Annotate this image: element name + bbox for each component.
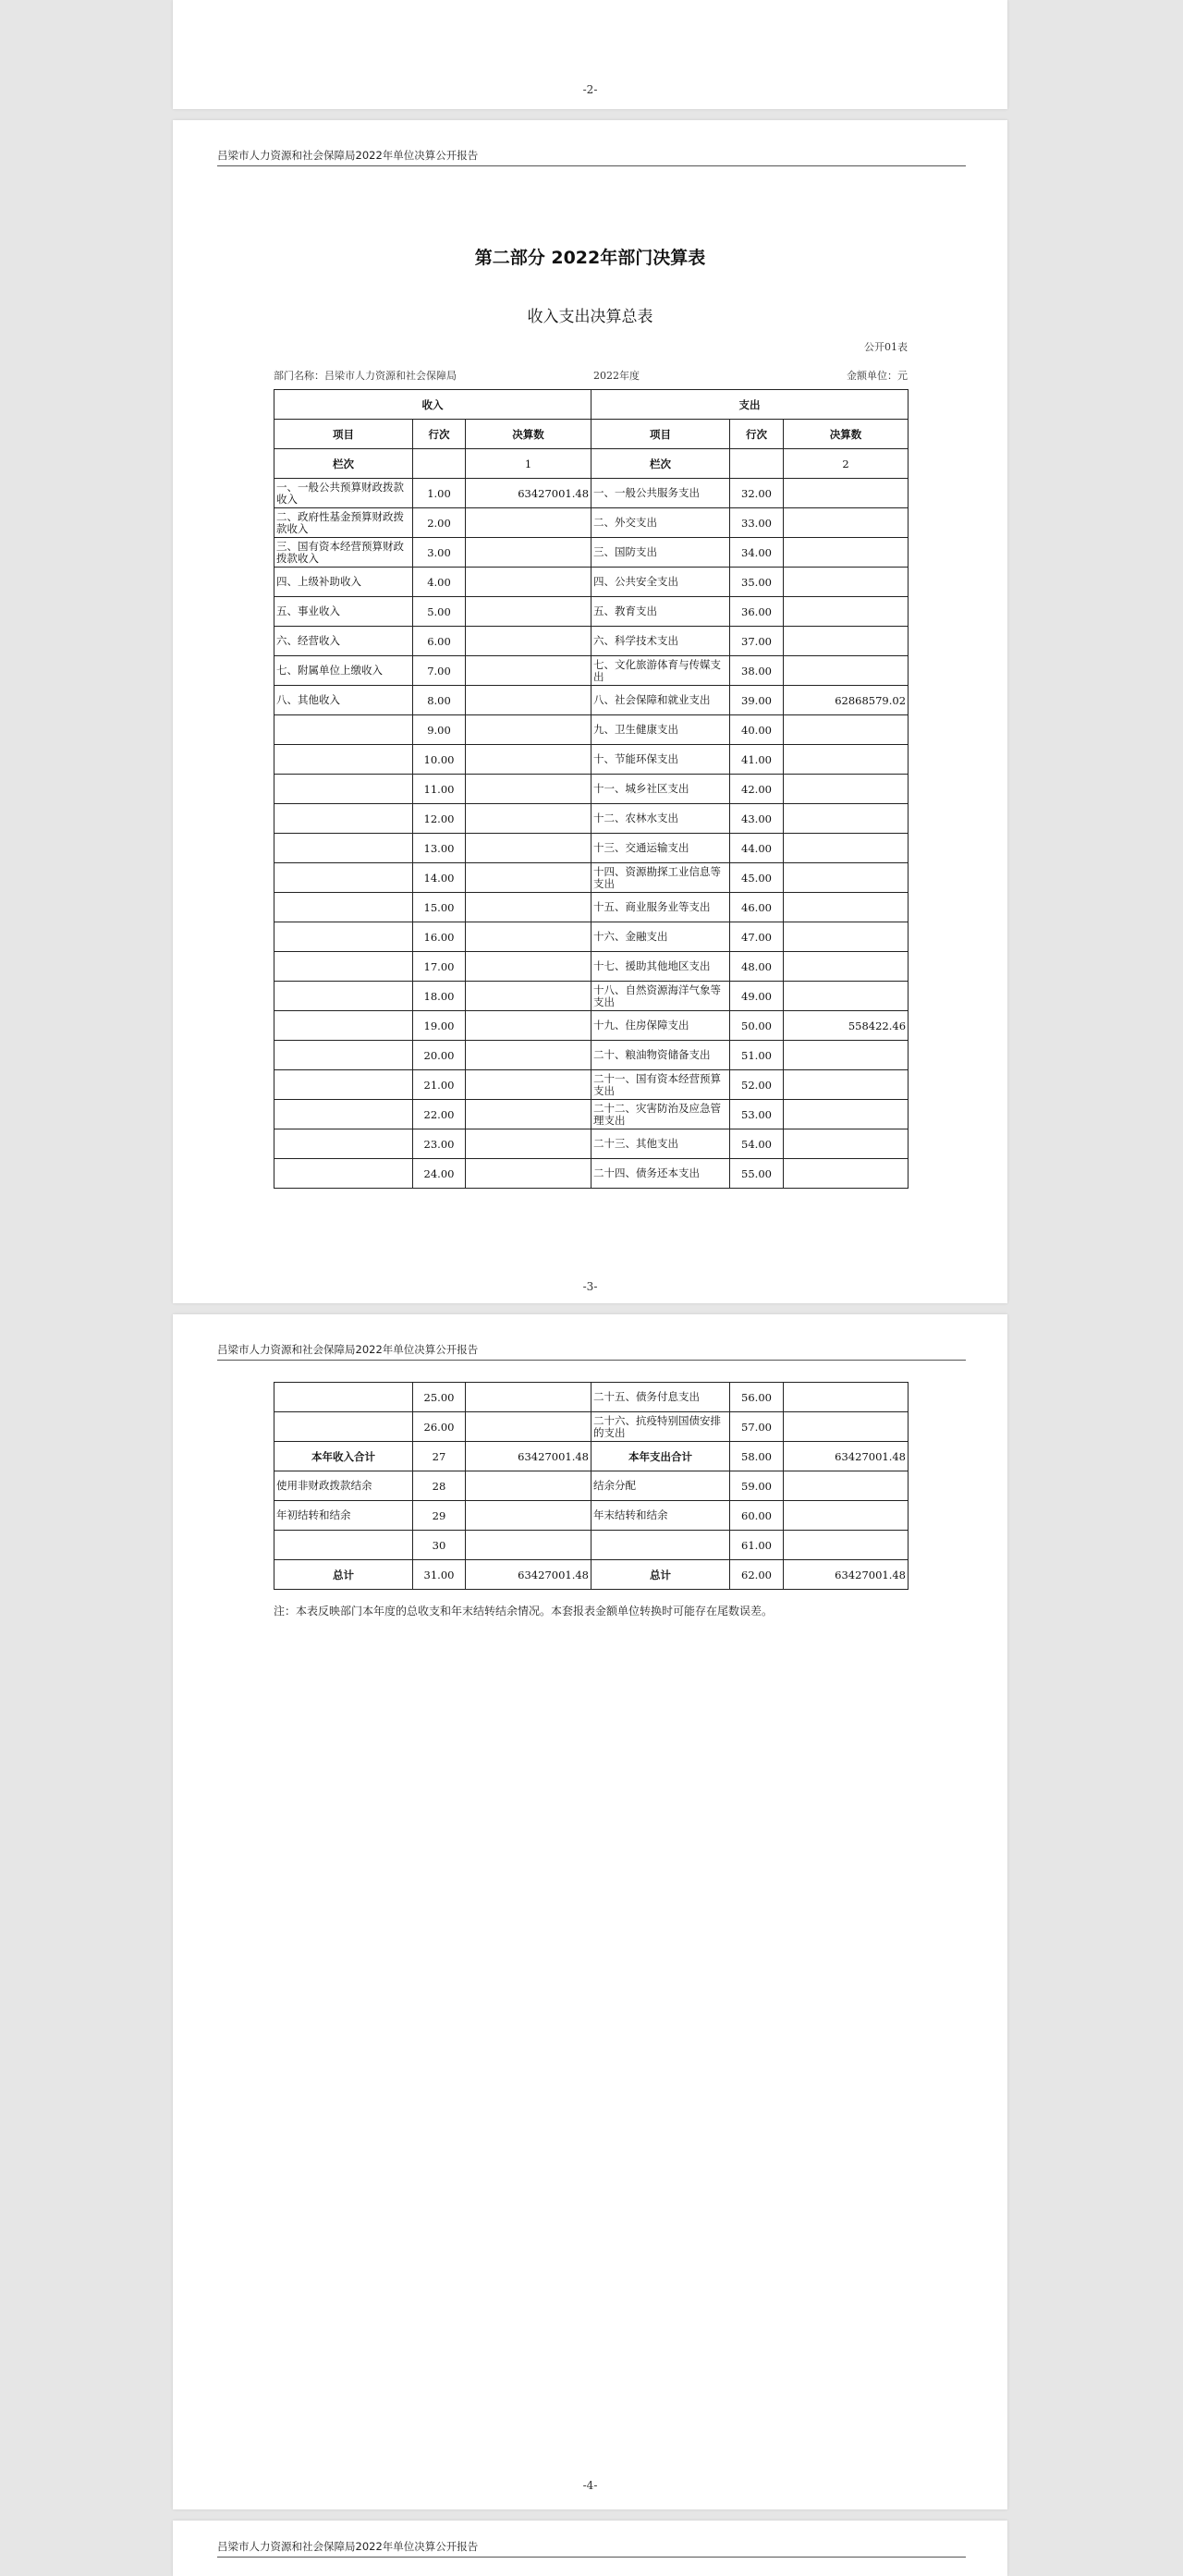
expense-item: 十九、住房保障支出 xyxy=(592,1011,730,1041)
expense-item: 结余分配 xyxy=(592,1471,730,1501)
income-line: 24.00 xyxy=(413,1159,466,1189)
table-row xyxy=(274,686,909,715)
expense-amount xyxy=(784,893,909,922)
table-row xyxy=(274,1501,909,1531)
income-line: 18.00 xyxy=(413,982,466,1011)
expense-item: 年末结转和结余 xyxy=(592,1501,730,1531)
expense-line: 55.00 xyxy=(730,1159,784,1189)
income-amount xyxy=(466,1070,592,1100)
table-row xyxy=(274,508,909,538)
col-number: 1 xyxy=(466,449,592,479)
expense-item: 十六、金融支出 xyxy=(592,922,730,952)
income-amount: 63427001.48 xyxy=(466,1442,592,1471)
running-header: 吕梁市人力资源和社会保障局2022年单位决算公开报告 xyxy=(217,148,966,166)
income-line: 4.00 xyxy=(413,568,466,597)
running-header: 吕梁市人力资源和社会保障局2022年单位决算公开报告 xyxy=(217,1342,966,1361)
expense-item: 二、外交支出 xyxy=(592,508,730,538)
expense-line: 48.00 xyxy=(730,952,784,982)
income-item xyxy=(274,745,413,775)
income-item xyxy=(274,1100,413,1129)
expense-item: 本年支出合计 xyxy=(592,1442,730,1471)
income-amount xyxy=(466,686,592,715)
income-line: 3.00 xyxy=(413,538,466,568)
income-amount xyxy=(466,952,592,982)
income-amount: 63427001.48 xyxy=(466,1560,592,1590)
income-amount xyxy=(466,1501,592,1531)
expense-amount xyxy=(784,775,909,804)
table-row xyxy=(274,1129,909,1159)
income-amount xyxy=(466,538,592,568)
expense-amount xyxy=(784,1501,909,1531)
expense-item: 三、国防支出 xyxy=(592,538,730,568)
income-item xyxy=(274,804,413,834)
table-note: 注：本表反映部门本年度的总收支和年末结转结余情况。本套报表金额单位转换时可能存在尾数误差。 xyxy=(274,1605,774,1618)
expense-line: 38.00 xyxy=(730,656,784,686)
expense-line: 60.00 xyxy=(730,1501,784,1531)
table-code: 公开01表 xyxy=(864,341,908,353)
income-item: 一、一般公共预算财政拨款收入 xyxy=(274,479,413,508)
expense-item: 五、教育支出 xyxy=(592,597,730,627)
section-title: 第二部分 2022年部门决算表 xyxy=(474,248,706,268)
expense-amount xyxy=(784,745,909,775)
col-line: 行次 xyxy=(730,420,784,449)
expense-amount xyxy=(784,834,909,863)
income-amount xyxy=(466,745,592,775)
income-amount: 63427001.48 xyxy=(466,479,592,508)
empty-cell xyxy=(730,449,784,479)
table-row xyxy=(274,804,909,834)
income-item xyxy=(274,893,413,922)
expense-item: 十二、农林水支出 xyxy=(592,804,730,834)
expense-item: 二十三、其他支出 xyxy=(592,1129,730,1159)
expense-item xyxy=(592,1531,730,1560)
income-item xyxy=(274,863,413,893)
dept-label: 部门名称：吕梁市人力资源和社会保障局 xyxy=(274,370,457,382)
income-item: 七、附属单位上缴收入 xyxy=(274,656,413,686)
expense-line: 58.00 xyxy=(730,1442,784,1471)
expense-item: 二十五、债务付息支出 xyxy=(592,1383,730,1412)
income-amount xyxy=(466,982,592,1011)
income-item xyxy=(274,1412,413,1442)
expense-amount: 63427001.48 xyxy=(784,1442,909,1471)
expense-line: 49.00 xyxy=(730,982,784,1011)
income-line: 22.00 xyxy=(413,1100,466,1129)
expense-amount xyxy=(784,1471,909,1501)
expense-amount: 63427001.48 xyxy=(784,1560,909,1590)
table-row xyxy=(274,893,909,922)
expense-header: 支出 xyxy=(592,390,909,420)
expense-line: 42.00 xyxy=(730,775,784,804)
income-amount xyxy=(466,1129,592,1159)
page-3 xyxy=(173,120,1007,1303)
income-item xyxy=(274,1531,413,1560)
income-item xyxy=(274,1011,413,1041)
expense-amount: 62868579.02 xyxy=(784,686,909,715)
col-amount: 决算数 xyxy=(466,420,592,449)
income-line: 16.00 xyxy=(413,922,466,952)
income-amount xyxy=(466,597,592,627)
empty-cell xyxy=(413,449,466,479)
income-amount xyxy=(466,804,592,834)
income-amount xyxy=(466,1531,592,1560)
expense-item: 六、科学技术支出 xyxy=(592,627,730,656)
expense-amount xyxy=(784,656,909,686)
table-row xyxy=(274,982,909,1011)
expense-amount xyxy=(784,863,909,893)
lanci-label: 栏次 xyxy=(274,449,413,479)
lanci-label: 栏次 xyxy=(592,449,730,479)
income-item: 总计 xyxy=(274,1560,413,1590)
expense-line: 62.00 xyxy=(730,1560,784,1590)
income-amount xyxy=(466,715,592,745)
expense-line: 44.00 xyxy=(730,834,784,863)
income-line: 26.00 xyxy=(413,1412,466,1442)
expense-line: 53.00 xyxy=(730,1100,784,1129)
income-line: 7.00 xyxy=(413,656,466,686)
income-line: 20.00 xyxy=(413,1041,466,1070)
expense-line: 40.00 xyxy=(730,715,784,745)
table-row xyxy=(274,1471,909,1501)
expense-line: 32.00 xyxy=(730,479,784,508)
expense-amount xyxy=(784,982,909,1011)
income-item: 四、上级补助收入 xyxy=(274,568,413,597)
expense-line: 51.00 xyxy=(730,1041,784,1070)
expense-item: 十三、交通运输支出 xyxy=(592,834,730,863)
expense-line: 56.00 xyxy=(730,1383,784,1412)
expense-amount xyxy=(784,1412,909,1442)
table-row xyxy=(274,863,909,893)
year-label: 2022年度 xyxy=(593,370,640,382)
income-item xyxy=(274,1129,413,1159)
income-line: 31.00 xyxy=(413,1560,466,1590)
income-item: 五、事业收入 xyxy=(274,597,413,627)
income-amount xyxy=(466,568,592,597)
table-title: 收入支出决算总表 xyxy=(527,308,653,326)
income-line: 9.00 xyxy=(413,715,466,745)
page-5 xyxy=(173,2521,1007,2576)
income-item xyxy=(274,715,413,745)
income-line: 28 xyxy=(413,1471,466,1501)
expense-amount xyxy=(784,568,909,597)
expense-amount xyxy=(784,1041,909,1070)
expense-amount xyxy=(784,508,909,538)
expense-item: 二十四、债务还本支出 xyxy=(592,1159,730,1189)
income-amount xyxy=(466,656,592,686)
table-body xyxy=(274,479,909,1189)
col-item: 项目 xyxy=(592,420,730,449)
expense-line: 50.00 xyxy=(730,1011,784,1041)
expense-item: 二十二、灾害防治及应急管理支出 xyxy=(592,1100,730,1129)
table-row xyxy=(274,715,909,745)
income-item xyxy=(274,922,413,952)
expense-item: 十五、商业服务业等支出 xyxy=(592,893,730,922)
expense-line: 59.00 xyxy=(730,1471,784,1501)
income-line: 25.00 xyxy=(413,1383,466,1412)
expense-amount xyxy=(784,922,909,952)
table-row xyxy=(274,922,909,952)
expense-amount xyxy=(784,1070,909,1100)
income-amount xyxy=(466,1011,592,1041)
income-amount xyxy=(466,508,592,538)
table-row xyxy=(274,538,909,568)
expense-amount xyxy=(784,715,909,745)
income-amount xyxy=(466,1100,592,1129)
expense-line: 61.00 xyxy=(730,1531,784,1560)
expense-amount xyxy=(784,804,909,834)
income-item xyxy=(274,1041,413,1070)
expense-item: 八、社会保障和就业支出 xyxy=(592,686,730,715)
expense-line: 34.00 xyxy=(730,538,784,568)
expense-item: 十一、城乡社区支出 xyxy=(592,775,730,804)
page-number: -2- xyxy=(582,83,598,96)
expense-amount xyxy=(784,538,909,568)
expense-item: 十四、资源勘探工业信息等支出 xyxy=(592,863,730,893)
table-row xyxy=(274,1100,909,1129)
expense-item: 二十一、国有资本经营预算支出 xyxy=(592,1070,730,1100)
expense-item: 九、卫生健康支出 xyxy=(592,715,730,745)
table-row xyxy=(274,1531,909,1560)
income-line: 2.00 xyxy=(413,508,466,538)
income-item: 六、经营收入 xyxy=(274,627,413,656)
income-header: 收入 xyxy=(274,390,592,420)
income-line: 27 xyxy=(413,1442,466,1471)
income-item xyxy=(274,775,413,804)
income-item xyxy=(274,1159,413,1189)
table-row xyxy=(274,568,909,597)
expense-amount xyxy=(784,597,909,627)
income-amount xyxy=(466,922,592,952)
page-2 xyxy=(173,0,1007,109)
table-row xyxy=(274,1011,909,1041)
income-item: 二、政府性基金预算财政拨款收入 xyxy=(274,508,413,538)
expense-line: 43.00 xyxy=(730,804,784,834)
col-item: 项目 xyxy=(274,420,413,449)
expense-line: 54.00 xyxy=(730,1129,784,1159)
table-row xyxy=(274,1412,909,1442)
table-row xyxy=(274,775,909,804)
income-item xyxy=(274,1383,413,1412)
expense-item: 总计 xyxy=(592,1560,730,1590)
income-line: 15.00 xyxy=(413,893,466,922)
table-row xyxy=(274,1442,909,1471)
income-line: 17.00 xyxy=(413,952,466,982)
table-row xyxy=(274,1070,909,1100)
income-amount xyxy=(466,1041,592,1070)
income-line: 11.00 xyxy=(413,775,466,804)
table-row xyxy=(274,745,909,775)
table-row xyxy=(274,1041,909,1070)
income-line: 5.00 xyxy=(413,597,466,627)
income-item: 本年收入合计 xyxy=(274,1442,413,1471)
expense-line: 45.00 xyxy=(730,863,784,893)
expense-line: 37.00 xyxy=(730,627,784,656)
income-amount xyxy=(466,1471,592,1501)
income-amount xyxy=(466,863,592,893)
income-item xyxy=(274,982,413,1011)
expense-item: 十七、援助其他地区支出 xyxy=(592,952,730,982)
expense-line: 57.00 xyxy=(730,1412,784,1442)
expense-item: 二十、粮油物资储备支出 xyxy=(592,1041,730,1070)
income-line: 30 xyxy=(413,1531,466,1560)
running-header: 吕梁市人力资源和社会保障局2022年单位决算公开报告 xyxy=(217,2539,966,2558)
expense-amount xyxy=(784,952,909,982)
table-row xyxy=(274,1560,909,1590)
expense-line: 41.00 xyxy=(730,745,784,775)
expense-line: 46.00 xyxy=(730,893,784,922)
expense-amount xyxy=(784,479,909,508)
income-amount xyxy=(466,1159,592,1189)
table-row xyxy=(274,597,909,627)
income-item: 年初结转和结余 xyxy=(274,1501,413,1531)
col-line: 行次 xyxy=(413,420,466,449)
table-row xyxy=(274,479,909,508)
income-line: 29 xyxy=(413,1501,466,1531)
expense-item: 十八、自然资源海洋气象等支出 xyxy=(592,982,730,1011)
income-line: 19.00 xyxy=(413,1011,466,1041)
income-line: 13.00 xyxy=(413,834,466,863)
table-row xyxy=(274,656,909,686)
expense-line: 47.00 xyxy=(730,922,784,952)
income-amount xyxy=(466,775,592,804)
income-item xyxy=(274,1070,413,1100)
income-line: 10.00 xyxy=(413,745,466,775)
col-amount: 决算数 xyxy=(784,420,909,449)
income-item: 八、其他收入 xyxy=(274,686,413,715)
unit-label: 金额单位：元 xyxy=(847,370,908,382)
table-row xyxy=(274,952,909,982)
income-line: 8.00 xyxy=(413,686,466,715)
expense-item: 一、一般公共服务支出 xyxy=(592,479,730,508)
expense-item: 四、公共安全支出 xyxy=(592,568,730,597)
expense-amount xyxy=(784,1159,909,1189)
expense-amount xyxy=(784,1531,909,1560)
income-line: 21.00 xyxy=(413,1070,466,1100)
income-amount xyxy=(466,1383,592,1412)
page-number: -3- xyxy=(582,1280,598,1293)
expense-amount xyxy=(784,627,909,656)
page-4 xyxy=(173,1314,1007,2509)
income-line: 23.00 xyxy=(413,1129,466,1159)
income-line: 1.00 xyxy=(413,479,466,508)
table-row xyxy=(274,834,909,863)
col-number: 2 xyxy=(784,449,909,479)
expense-line: 39.00 xyxy=(730,686,784,715)
income-item xyxy=(274,834,413,863)
income-line: 6.00 xyxy=(413,627,466,656)
income-amount xyxy=(466,627,592,656)
income-item xyxy=(274,952,413,982)
expense-item: 二十六、抗疫特别国债安排的支出 xyxy=(592,1412,730,1442)
expense-amount xyxy=(784,1383,909,1412)
income-amount xyxy=(466,893,592,922)
income-item: 使用非财政拨款结余 xyxy=(274,1471,413,1501)
expense-item: 七、文化旅游体育与传媒支出 xyxy=(592,656,730,686)
income-amount xyxy=(466,1412,592,1442)
expense-line: 33.00 xyxy=(730,508,784,538)
income-line: 12.00 xyxy=(413,804,466,834)
expense-line: 35.00 xyxy=(730,568,784,597)
expense-amount xyxy=(784,1100,909,1129)
table-body xyxy=(274,1383,909,1590)
table-row xyxy=(274,1159,909,1189)
expense-line: 52.00 xyxy=(730,1070,784,1100)
income-amount xyxy=(466,834,592,863)
table-row xyxy=(274,627,909,656)
expense-item: 十、节能环保支出 xyxy=(592,745,730,775)
header-row-columns xyxy=(274,420,909,449)
header-row-section xyxy=(274,390,909,420)
expense-line: 36.00 xyxy=(730,597,784,627)
income-expense-table xyxy=(274,389,909,1189)
header-row-lanci xyxy=(274,449,909,479)
expense-amount: 558422.46 xyxy=(784,1011,909,1041)
income-line: 14.00 xyxy=(413,863,466,893)
income-item: 三、国有资本经营预算财政拨款收入 xyxy=(274,538,413,568)
income-expense-table-continued xyxy=(274,1382,909,1590)
expense-amount xyxy=(784,1129,909,1159)
page-number: -4- xyxy=(582,2479,598,2492)
table-row xyxy=(274,1383,909,1412)
